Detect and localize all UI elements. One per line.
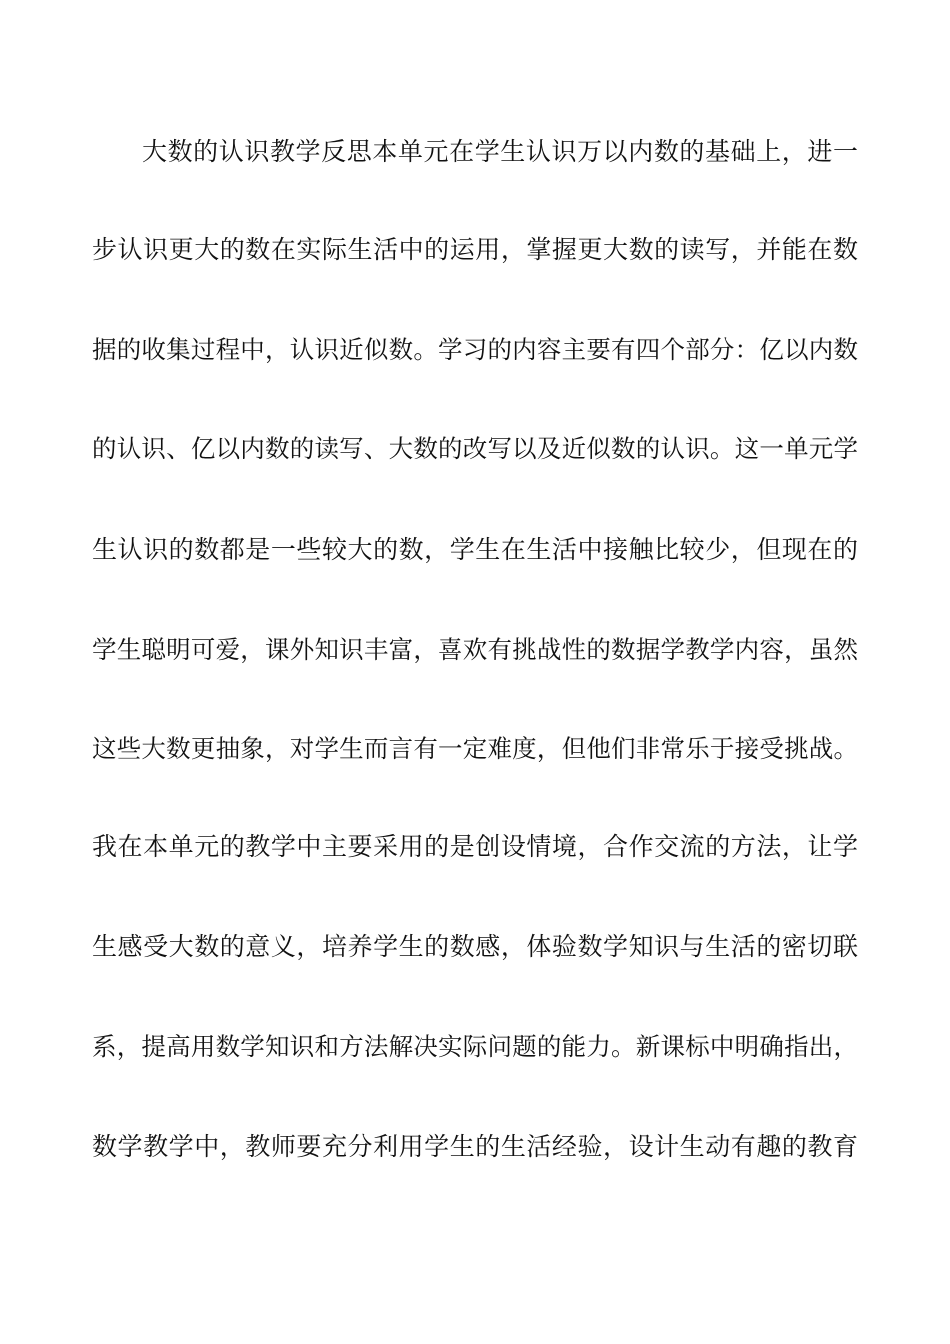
paragraph-line-3: 据的收集过程中，认识近似数。学习的内容主要有四个部分：亿以内数 — [92, 335, 858, 364]
paragraph-line-6: 学生聪明可爱，课外知识丰富，喜欢有挑战性的数据学教学内容，虽然 — [92, 635, 858, 664]
paragraph-line-11: 数学教学中，教师要充分利用学生的生活经验，设计生动有趣的教育 — [92, 1132, 858, 1161]
paragraph-line-10: 系，提高用数学知识和方法解决实际问题的能力。新课标中明确指出， — [92, 1032, 858, 1061]
paragraph-line-1: 大数的认识教学反思本单元在学生认识万以内数的基础上，进一 — [142, 137, 858, 166]
paragraph-line-9: 生感受大数的意义，培养学生的数感，体验数学知识与生活的密切联 — [92, 932, 858, 961]
paragraph-line-5: 生认识的数都是一些较大的数，学生在生活中接触比较少，但现在的 — [92, 535, 858, 564]
paragraph-line-4: 的认识、亿以内数的读写、大数的改写以及近似数的认识。这一单元学 — [92, 434, 858, 463]
paragraph-line-8: 我在本单元的教学中主要采用的是创设情境，合作交流的方法，让学 — [92, 832, 858, 861]
paragraph-line-2: 步认识更大的数在实际生活中的运用，掌握更大数的读写，并能在数 — [92, 235, 858, 264]
paragraph-line-7: 这些大数更抽象，对学生而言有一定难度，但他们非常乐于接受挑战。 — [92, 734, 858, 763]
